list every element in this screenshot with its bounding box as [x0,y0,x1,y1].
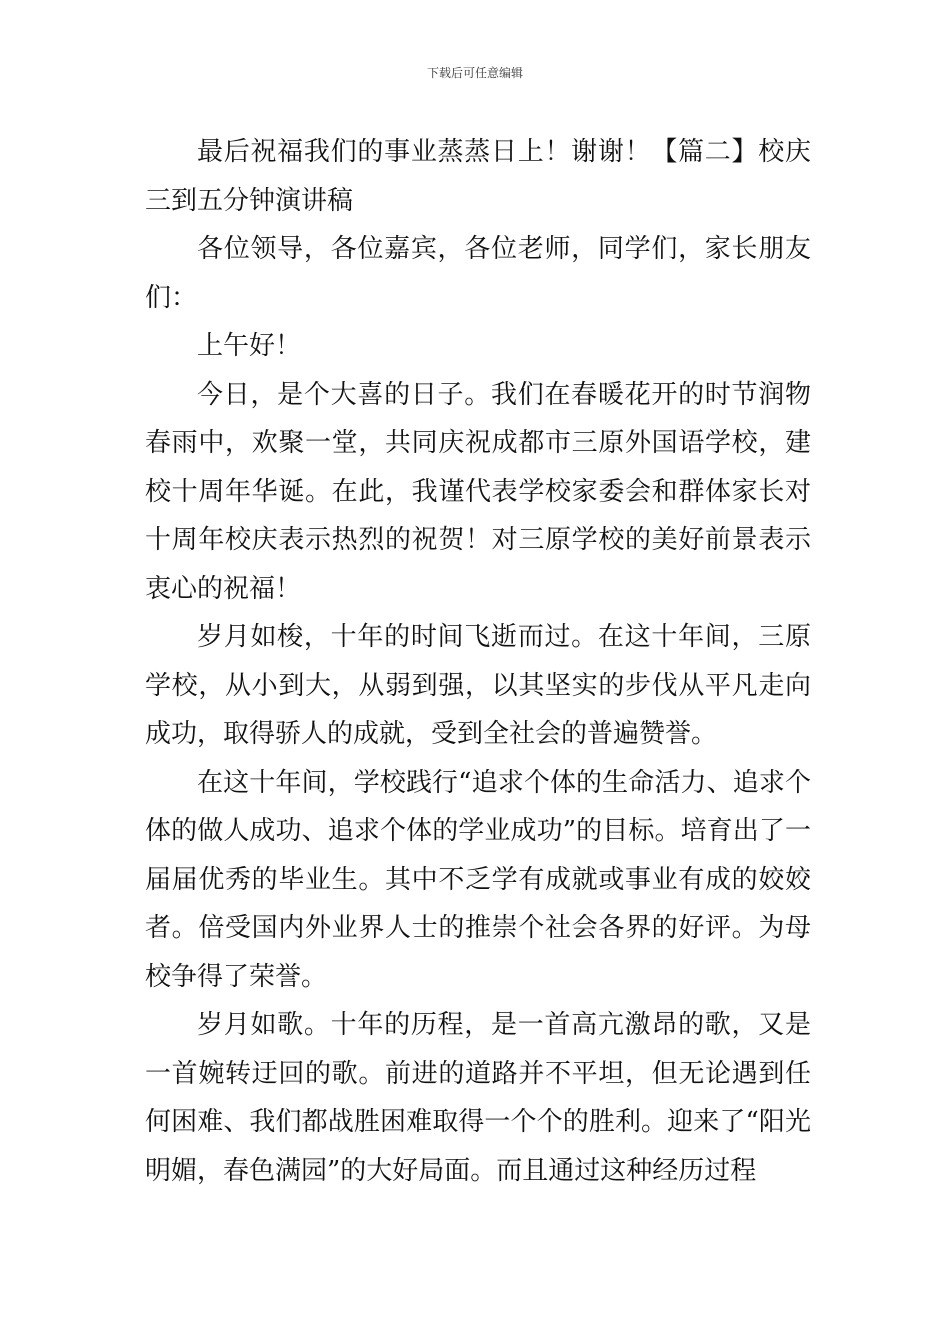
paragraph-1: 最后祝福我们的事业蒸蒸日上！谢谢！【篇二】校庆三到五分钟演讲稿 [145,137,811,216]
paragraph-4: 今日，是个大喜的日子。我们在春暖花开的时节润物春雨中，欢聚一堂，共同庆祝成都市三原外国语学校，建校十周年华诞。在此，我谨代表学校家委会和群体家长对十周年校庆表示热烈的祝贺！对三原学校的美好前景表示衷心的祝福！ [145,379,811,604]
paragraph-7: 岁月如歌。十年的历程，是一首高亢激昂的歌，又是一首婉转迂回的歌。前进的道路并不平坦，但无论遇到任何困难、我们都战胜困难取得一个个的胜利。迎来了“阳光明媚，春色满园”的大好局面。而且通过这种经历过程 [145,1010,811,1186]
paragraph-3: 上午好！ [197,331,302,361]
document-body [145,128,811,1195]
paragraph-6: 在这十年间，学校践行“追求个体的生命活力、追求个体的做人成功、追求个体的学业成功”的目标。培育出了一届届优秀的毕业生。其中不乏学有成就或事业有成的姣姣者。倍受国内外业界人士的推崇个社会各界的好评。为母校争得了荣誉。 [145,767,811,992]
paragraph-2: 各位领导，各位嘉宾，各位老师，同学们，家长朋友们： [145,234,811,313]
paragraph-5: 岁月如梭，十年的时间飞逝而过。在这十年间，三原学校，从小到大，从弱到强，以其坚实的步伐从平凡走向成功，取得骄人的成就，受到全社会的普遍赞誉。 [145,622,811,749]
page-header: 下载后可任意编辑 [426,66,523,80]
